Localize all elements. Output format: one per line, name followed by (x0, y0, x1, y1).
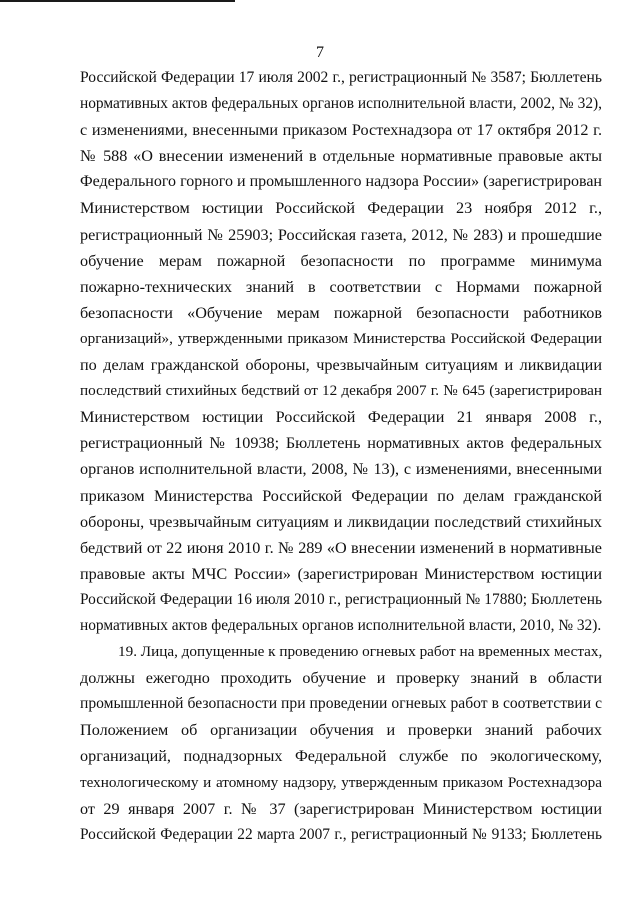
text-line: организаций, поднадзорных Федеральной службе по экологическому, (80, 747, 602, 766)
text-line: организаций», утвержденными приказом Министерства Российской Федерации (80, 329, 602, 347)
text-line: пожарно-технических знаний в соответствии с Нормами пожарной (80, 277, 602, 296)
text-line: технологическому и атомному надзору, утвержденным приказом Ростехнадзора (80, 773, 602, 791)
text-line: обороны, чрезвычайным ситуациям и ликвидации последствий стихийных (80, 512, 602, 531)
text-line: по делам гражданской обороны, чрезвычайным ситуациям и ликвидации (80, 356, 602, 375)
text-line: Положением об организации обучения и проверки знаний рабочих (80, 721, 602, 740)
text-line: безопасности «Обучение мерам пожарной безопасности работников (80, 303, 602, 322)
text-line: должны ежегодно проходить обучение и проверку знаний в области (80, 669, 602, 688)
document-body (80, 65, 602, 848)
page-number: 7 (316, 44, 324, 61)
text-line: Российской Федерации 22 марта 2007 г., регистрационный № 9133; Бюллетень (80, 825, 602, 843)
text-line: № 588 «О внесении изменений в отдельные нормативные правовые акты (80, 147, 602, 166)
text-line: приказом Министерства Российской Федерации по делам гражданской (80, 486, 602, 505)
text-line: Министерством юстиции Российской Федерации 23 ноября 2012 г., (80, 199, 602, 218)
text-line: бедствий от 22 июня 2010 г. № 289 «О внесении изменений в нормативные (80, 538, 602, 557)
text-line: от 29 января 2007 г. № 37 (зарегистрирован Министерством юстиции (80, 799, 602, 818)
text-line: Российской Федерации 16 июля 2010 г., регистрационный № 17880; Бюллетень (80, 590, 602, 608)
text-line: нормативных актов федеральных органов исполнительной власти, 2010, № 32). (80, 616, 602, 634)
text-line: с изменениями, внесенными приказом Ростехнадзора от 17 октября 2012 г. (80, 121, 602, 140)
text-line: промышленной безопасности при проведении огневых работ в соответствии с (80, 695, 602, 713)
text-line: обучение мерам пожарной безопасности по программе минимума (80, 251, 602, 270)
text-line: правовые акты МЧС России» (зарегистрирован Министерством юстиции (80, 564, 602, 583)
text-line: 19. Лица, допущенные к проведению огневых работ на временных местах, (118, 643, 603, 661)
text-line: Российской Федерации 17 июля 2002 г., регистрационный № 3587; Бюллетень (80, 69, 602, 86)
text-line: регистрационный № 25903; Российская газета, 2012, № 283) и прошедшие (80, 225, 602, 244)
text-line: регистрационный № 10938; Бюллетень нормативных актов федеральных (80, 434, 602, 453)
text-line: Федерального горного и промышленного надзора России» (зарегистрирован (80, 173, 602, 191)
text-line: последствий стихийных бедствий от 12 декабря 2007 г. № 645 (зарегистрирован (80, 382, 602, 400)
text-line: нормативных актов федеральных органов исполнительной власти, 2002, № 32), (80, 95, 602, 113)
text-line: Министерством юстиции Российской Федерации 21 января 2008 г., (80, 408, 602, 427)
text-line: органов исполнительной власти, 2008, № 13), с изменениями, внесенными (80, 460, 602, 479)
